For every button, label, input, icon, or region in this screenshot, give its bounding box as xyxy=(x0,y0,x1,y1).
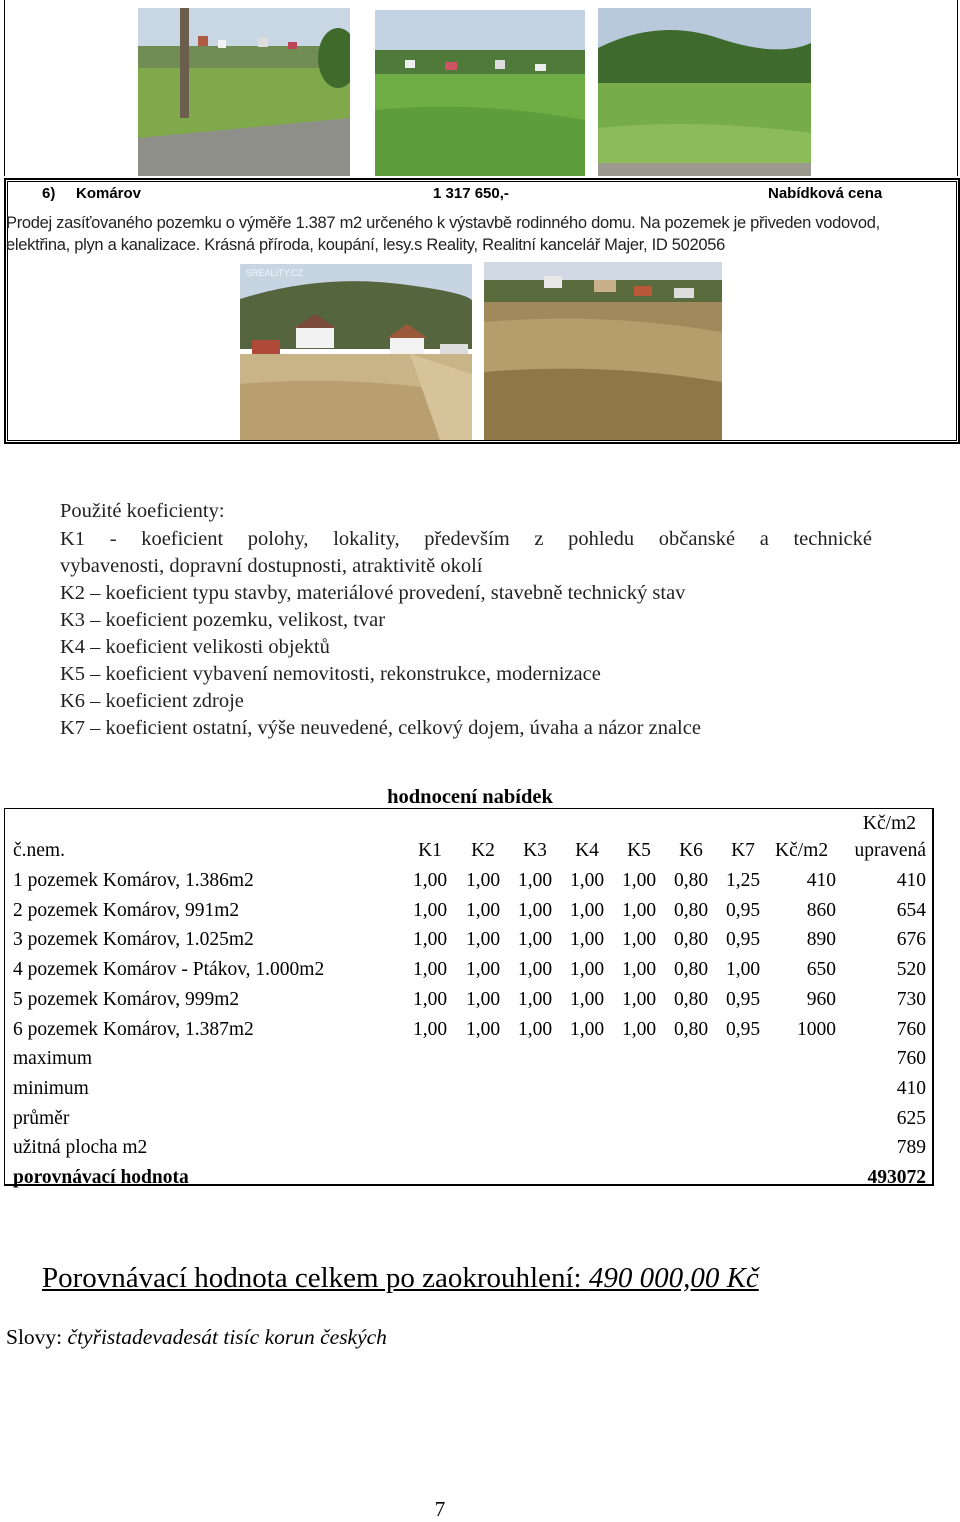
header-price-unit: Kč/m2 xyxy=(862,813,916,834)
coefficient-cell: 1,00 xyxy=(517,899,553,921)
total-value-line: Porovnávací hodnota celkem po zaokrouhlení: 490 000,00 Kč xyxy=(42,1262,759,1294)
price-cell: 890 xyxy=(806,929,836,951)
price-cell: 1000 xyxy=(797,1018,836,1040)
table-header-top xyxy=(5,809,932,839)
table-row xyxy=(5,955,932,985)
stat-row xyxy=(5,1133,932,1163)
listing-number: 6) xyxy=(42,185,56,202)
coefficient-k2: K2 – koeficient typu stavby, materiálové provedení, stavebně technický stav xyxy=(60,582,686,604)
header-cell: K2 xyxy=(471,840,495,861)
header-cell: upravená xyxy=(854,840,926,861)
coefficient-cell: 1,25 xyxy=(725,870,761,891)
coefficient-cell: 1,00 xyxy=(412,1018,448,1040)
header-cell: K5 xyxy=(627,840,651,861)
listing-location: Komárov xyxy=(76,185,142,202)
coefficient-cell: 1,00 xyxy=(725,959,761,981)
offers-table xyxy=(4,808,934,1186)
adjusted-price-cell: 410 xyxy=(896,870,926,891)
coefficient-cell: 1,00 xyxy=(517,1018,553,1040)
coefficient-k7: K7 – koeficient ostatní, výše neuvedené, celkový dojem, úvaha a názor znalce xyxy=(60,717,701,739)
table-header xyxy=(5,836,932,866)
final-row xyxy=(5,1163,932,1193)
words-label: Slovy: xyxy=(6,1325,63,1349)
stat-label: maximum xyxy=(13,1048,93,1070)
table-row xyxy=(5,866,932,896)
table-row xyxy=(5,925,932,955)
row-label: 6 pozemek Komárov, 1.387m2 xyxy=(13,1018,254,1040)
listing-photo-road xyxy=(138,8,350,176)
listing-description xyxy=(6,212,952,256)
coefficient-cell: 1,00 xyxy=(621,1018,657,1040)
coefficient-cell: 1,00 xyxy=(465,870,501,891)
coefficient-cell: 1,00 xyxy=(569,988,605,1010)
final-label: porovnávací hodnota xyxy=(13,1167,189,1188)
coefficient-k5: K5 – koeficient vybavení nemovitosti, rekonstrukce, modernizace xyxy=(60,663,601,685)
coefficient-cell: 1,00 xyxy=(412,988,448,1010)
table-row xyxy=(5,1015,932,1045)
price-cell: 650 xyxy=(806,959,836,981)
stat-row xyxy=(5,1104,932,1134)
coefficient-cell: 1,00 xyxy=(569,959,605,981)
stat-row xyxy=(5,1074,932,1104)
coefficient-cell: 1,00 xyxy=(621,870,657,891)
header-cell: K6 xyxy=(679,840,703,861)
coefficient-cell: 1,00 xyxy=(465,959,501,981)
coefficient-cell: 0,80 xyxy=(673,929,709,951)
coefficient-cell: 0,95 xyxy=(725,899,761,921)
coefficient-cell: 0,80 xyxy=(673,899,709,921)
final-value: 493072 xyxy=(867,1167,926,1188)
coefficient-cell: 0,80 xyxy=(673,959,709,981)
stat-value: 789 xyxy=(896,1137,926,1159)
coefficient-cell: 1,00 xyxy=(569,870,605,891)
coefficient-cell: 1,00 xyxy=(517,959,553,981)
listing-photo-field xyxy=(598,8,811,176)
row-label: 5 pozemek Komárov, 999m2 xyxy=(13,988,240,1010)
coefficient-cell: 1,00 xyxy=(621,988,657,1010)
header-cell: K7 xyxy=(731,840,755,861)
coefficient-k1: K1 - koeficient polohy, lokality, především z pohledu občanské a technické xyxy=(60,528,872,550)
price-cell: 960 xyxy=(806,988,836,1010)
coefficient-cell: 1,00 xyxy=(465,1018,501,1040)
stat-value: 625 xyxy=(896,1107,926,1129)
row-label: 3 pozemek Komárov, 1.025m2 xyxy=(13,929,254,951)
coefficient-cell: 1,00 xyxy=(621,959,657,981)
adjusted-price-cell: 730 xyxy=(896,988,926,1010)
adjusted-price-cell: 760 xyxy=(896,1018,926,1040)
coefficient-cell: 0,80 xyxy=(673,870,709,891)
header-cell: K1 xyxy=(418,840,442,861)
listing-price: 1 317 650,- xyxy=(433,185,509,202)
coefficient-cell: 1,00 xyxy=(569,929,605,951)
coefficient-cell: 1,00 xyxy=(412,959,448,981)
row-label: 4 pozemek Komárov - Ptákov, 1.000m2 xyxy=(13,959,325,981)
coefficient-k4: K4 – koeficient velikosti objektů xyxy=(60,636,330,658)
coefficient-cell: 1,00 xyxy=(569,899,605,921)
stat-row xyxy=(5,1044,932,1074)
coefficient-cell: 1,00 xyxy=(517,929,553,951)
coefficient-cell: 1,00 xyxy=(517,988,553,1010)
coefficient-cell: 1,00 xyxy=(412,870,448,891)
coefficient-cell: 1,00 xyxy=(569,1018,605,1040)
stat-value: 410 xyxy=(896,1077,926,1099)
coefficient-k1-cont: vybavenosti, dopravní dostupnosti, atraktivitě okolí xyxy=(60,555,483,577)
adjusted-price-cell: 520 xyxy=(896,959,926,981)
description-line: elektřina, plyn a kanalizace. Krásná příroda, koupání, lesy.s Reality, Realitní kancelář Majer, ID 502056 xyxy=(6,236,726,254)
value-in-words xyxy=(6,1325,387,1350)
header-cell: K3 xyxy=(523,840,547,861)
table-row xyxy=(5,985,932,1015)
watermark-text: SREALITY.CZ xyxy=(246,268,303,278)
adjusted-price-cell: 676 xyxy=(896,929,926,951)
coefficient-cell: 1,00 xyxy=(465,899,501,921)
coefficient-cell: 1,00 xyxy=(412,899,448,921)
table-title: hodnocení nabídek xyxy=(387,786,553,808)
coefficient-k3: K3 – koeficient pozemku, velikost, tvar xyxy=(60,609,386,631)
coefficient-cell: 1,00 xyxy=(517,870,553,891)
total-value-label: Porovnávací hodnota celkem po zaokrouhlení xyxy=(42,1262,574,1294)
stat-label: užitná plocha m2 xyxy=(13,1137,148,1159)
description-line: Prodej zasíťovaného pozemku o výměře 1.387 m2 určeného k výstavbě rodinného domu. Na pozemek je přiveden vodovod, xyxy=(6,214,880,232)
header-cell: Kč/m2 xyxy=(775,840,829,861)
coefficients-heading: Použité koeficienty: xyxy=(60,500,225,522)
page-number: 7 xyxy=(434,1497,446,1521)
adjusted-price-cell: 654 xyxy=(896,899,926,921)
price-cell: 860 xyxy=(806,899,836,921)
listing-photo-meadow xyxy=(484,262,722,440)
price-cell: 410 xyxy=(806,870,836,891)
coefficient-cell: 0,80 xyxy=(673,988,709,1010)
listing-photo-village xyxy=(375,10,585,176)
coefficient-cell: 0,95 xyxy=(725,1018,761,1040)
coefficient-cell: 0,95 xyxy=(725,988,761,1010)
coefficient-cell: 1,00 xyxy=(621,899,657,921)
coefficient-cell: 0,80 xyxy=(673,1018,709,1040)
header-cell: K4 xyxy=(575,840,599,861)
listing-price-type: Nabídková cena xyxy=(768,185,883,202)
stat-label: minimum xyxy=(13,1077,89,1099)
table-row xyxy=(5,896,932,926)
row-label: 1 pozemek Komárov, 1.386m2 xyxy=(13,870,254,891)
total-value: 490 000,00 Kč xyxy=(588,1262,759,1294)
coefficient-cell: 1,00 xyxy=(621,929,657,951)
header-cell: č.nem. xyxy=(13,840,65,861)
coefficient-cell: 1,00 xyxy=(465,988,501,1010)
stat-value: 760 xyxy=(896,1048,926,1070)
coefficient-k6: K6 – koeficient zdroje xyxy=(60,690,244,712)
words-text: čtyřistadevadesát tisíc korun českých xyxy=(67,1325,387,1349)
coefficient-cell: 1,00 xyxy=(412,929,448,951)
coefficient-cell: 0,95 xyxy=(725,929,761,951)
coefficient-cell: 1,00 xyxy=(465,929,501,951)
stat-label: průměr xyxy=(13,1107,70,1129)
row-label: 2 pozemek Komárov, 991m2 xyxy=(13,899,240,921)
listing-photo-houses xyxy=(240,264,472,440)
